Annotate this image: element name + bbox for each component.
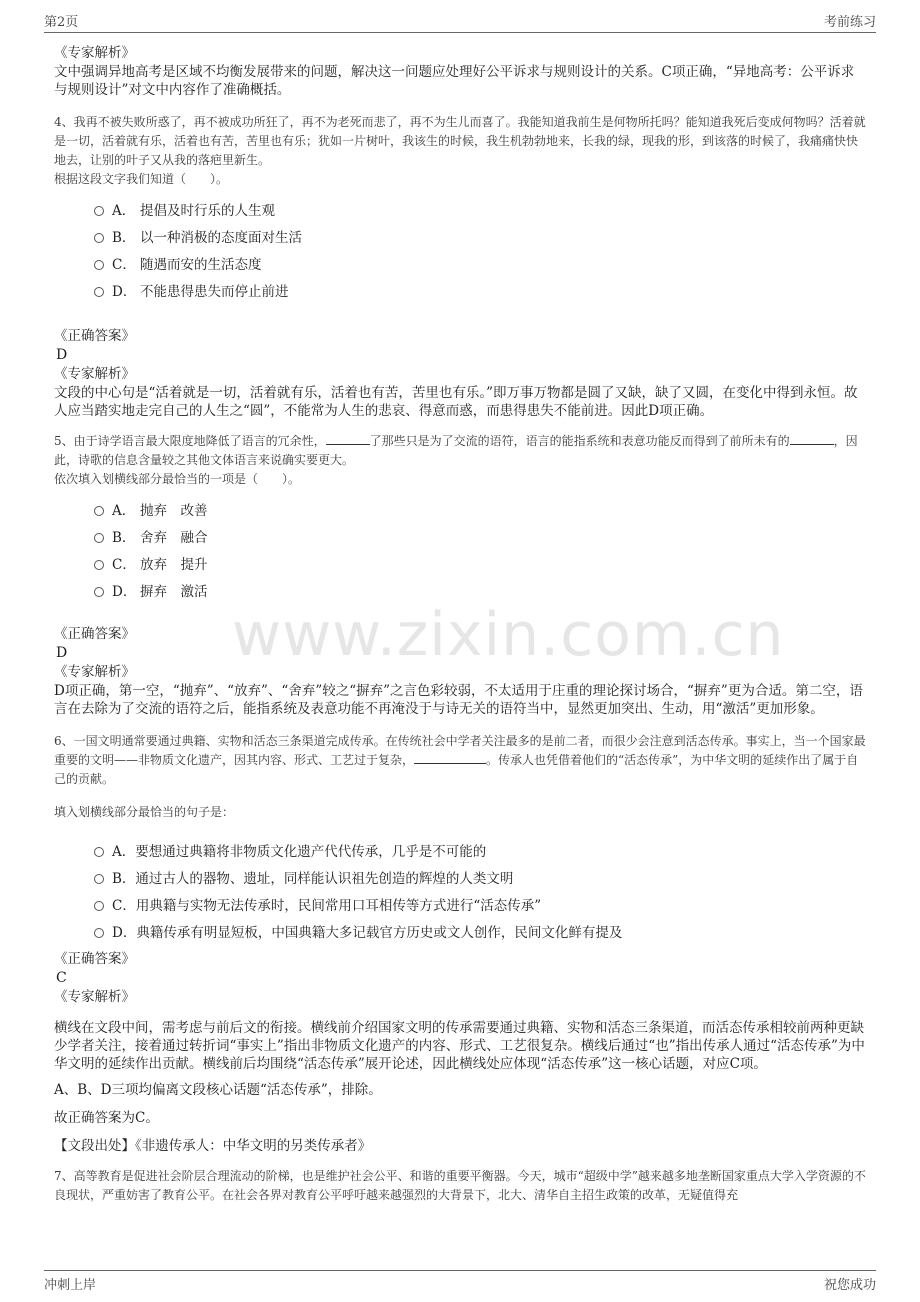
analysis-text: A、B、D三项均偏离文段核心话题“活态传承”，排除。 bbox=[54, 1082, 382, 1098]
radio-icon[interactable] bbox=[94, 901, 104, 911]
radio-icon[interactable] bbox=[94, 533, 104, 543]
answer-label: 《正确答案》 bbox=[54, 626, 135, 642]
question-6-ask: 填入划横线部分最恰当的句子是： bbox=[54, 805, 235, 819]
question-4-options bbox=[94, 195, 866, 303]
page-number: 第2页 bbox=[44, 15, 79, 30]
radio-icon[interactable] bbox=[94, 587, 104, 597]
answer-label: 《正确答案》 bbox=[54, 328, 135, 344]
analysis-label: 《专家解析》 bbox=[54, 989, 135, 1005]
radio-icon[interactable] bbox=[94, 874, 104, 884]
answer-value: C bbox=[56, 970, 67, 986]
radio-icon[interactable] bbox=[94, 206, 104, 216]
blank-line bbox=[414, 751, 486, 764]
analysis-text: 文段的中心句是“活着就是一切，活着就有乐，活着也有苦，苦里也有乐。”即万事万物都是圆了又缺，缺了又圆，在变化中得到永恒。故人应当踏实地走完自己的人生之“圆”，不能常为人生的悲哀、得意而惑，而患得患失不能前进。因此D项正确。 bbox=[54, 385, 858, 419]
question-4-stem: 4、我再不被失败所惑了，再不被成功所狂了，再不为老死而悲了，再不为生儿而喜了。我能知道我前生是何物所托吗？能知道我死后变成何物吗？活着就是一切，活着就有乐，活着也有苦，苦里也有乐；犹如一片树叶，我该生的时候，我生机勃勃地来，长我的绿，现我的形，到该落的时候了，我痛痛快快地去，让别的叶子又从我的落疤里新生。 bbox=[54, 115, 866, 167]
option-b[interactable]: B． 以一种消极的态度面对生活 bbox=[94, 222, 866, 249]
answer-value: D bbox=[56, 645, 68, 661]
footer-left: 冲刺上岸 bbox=[44, 1277, 97, 1293]
blank-line bbox=[326, 432, 370, 445]
option-b[interactable]: B． 舍弃 融合 bbox=[94, 522, 866, 549]
question-5-options bbox=[94, 495, 866, 603]
question-4-ask: 根据这段文字我们知道（ ）。 bbox=[54, 172, 229, 186]
option-c[interactable]: C． 放弃 提升 bbox=[94, 549, 866, 576]
question-7-stem: 7、高等教育是促进社会阶层合理流动的阶梯，也是维护社会公平、和谐的重要平衡器。今天，城市“超级中学”越来越多地垄断国家重点大学入学资源的不良现状，严重妨害了教育公平。在社会各界对教育公平呼吁越来越强烈的大背景下，北大、清华自主招生政策的改革，无疑值得充 bbox=[54, 1169, 866, 1202]
analysis-text: D项正确，第一空，“抛弃”、“放弃”、“舍弃”较之“摒弃”之言色彩较弱，不太适用于庄重的理论探讨场合，“摒弃”更为合适。第二空，语言在去除为了交流的语符之后，能指系统及表意功能不再淹没于与诗无关的语符当中，显然更加突出、生动，用“激活”更加形象。 bbox=[54, 683, 863, 717]
watermark: www.zixin.com.cn bbox=[232, 600, 785, 670]
radio-icon[interactable] bbox=[94, 928, 104, 938]
radio-icon[interactable] bbox=[94, 560, 104, 570]
analysis-label: 《专家解析》 bbox=[54, 366, 135, 382]
radio-icon[interactable] bbox=[94, 233, 104, 243]
page-header bbox=[44, 10, 876, 33]
analysis-text: 文中强调异地高考是区域不均衡发展带来的问题，解决这一问题应处理好公平诉求与规则设计的关系。C项正确，“异地高考：公平诉求与规则设计”对文中内容作了准确概括。 bbox=[54, 64, 855, 98]
option-c[interactable]: C． 用典籍与实物无法传承时，民间常用口耳相传等方式进行“活态传承” bbox=[94, 890, 866, 917]
source-citation: 【文段出处】《非遗传承人：中华文明的另类传承者》 bbox=[54, 1138, 372, 1154]
question-5-ask: 依次填入划横线部分最恰当的一项是（ ）。 bbox=[54, 472, 301, 486]
question-6-options bbox=[94, 836, 866, 944]
question-6-stem: 6、一国文明通常要通过典籍、实物和活态三条渠道完成传承。在传统社会中学者关注最多的是前二者，而很少会注意到活态传承。事实上，当一个国家最重要的文明——非物质文化遗产，因其内容、形式、工艺过于复杂， 。传承人也凭借着他们的“活态传承”，为中华文明的延续作出了属于自己的贡献。 bbox=[54, 734, 866, 786]
radio-icon[interactable] bbox=[94, 847, 104, 857]
document-body bbox=[54, 44, 866, 1205]
blank-line bbox=[790, 432, 834, 445]
header-title: 考前练习 bbox=[823, 15, 876, 30]
option-d[interactable]: D． 典籍传承有明显短板，中国典籍大多记载官方历史或文人创作，民间文化鲜有提及 bbox=[94, 917, 866, 944]
footer-right: 祝您成功 bbox=[823, 1277, 876, 1293]
option-a[interactable]: A． 抛弃 改善 bbox=[94, 495, 866, 522]
analysis-text: 横线在文段中间，需考虑与前后文的衔接。横线前介绍国家文明的传承需要通过典籍、实物和活态三条渠道，而活态传承相较前两种更缺少学者关注，接着通过转折词“事实上”指出非物质文化遗产的内容、形式、工艺很复杂。横线后通过“也”指出传承人通过“活态传承”为中华文明的延续作出贡献。横线前后均围绕“活态传承”展开论述，因此横线处应体现“活态传承”这一核心话题，对应C项。 bbox=[54, 1020, 865, 1072]
radio-icon[interactable] bbox=[94, 260, 104, 270]
analysis-label: 《专家解析》 bbox=[54, 45, 135, 61]
analysis-label: 《专家解析》 bbox=[54, 664, 135, 680]
page-footer bbox=[44, 1270, 876, 1295]
option-a[interactable]: A． 提倡及时行乐的人生观 bbox=[94, 195, 866, 222]
answer-label: 《正确答案》 bbox=[54, 951, 135, 967]
analysis-text: 故正确答案为C。 bbox=[54, 1110, 159, 1126]
option-d[interactable]: D． 不能患得患失而停止前进 bbox=[94, 276, 866, 303]
option-d[interactable]: D． 摒弃 激活 bbox=[94, 576, 866, 603]
radio-icon[interactable] bbox=[94, 506, 104, 516]
option-c[interactable]: C． 随遇而安的生活态度 bbox=[94, 249, 866, 276]
question-5-stem: 5、由于诗学语言最大限度地降低了语言的冗余性， 了那些只是为了交流的语符，语言的能指系统和表意功能反而得到了前所未有的 ，因此，诗歌的信息含量较之其他文体语言来说确实要更大。 bbox=[54, 434, 858, 467]
option-a[interactable]: A． 要想通过典籍将非物质文化遗产代代传承，几乎是不可能的 bbox=[94, 836, 866, 863]
radio-icon[interactable] bbox=[94, 287, 104, 297]
option-b[interactable]: B． 通过古人的器物、遗址，同样能认识祖先创造的辉煌的人类文明 bbox=[94, 863, 866, 890]
answer-value: D bbox=[56, 347, 68, 363]
